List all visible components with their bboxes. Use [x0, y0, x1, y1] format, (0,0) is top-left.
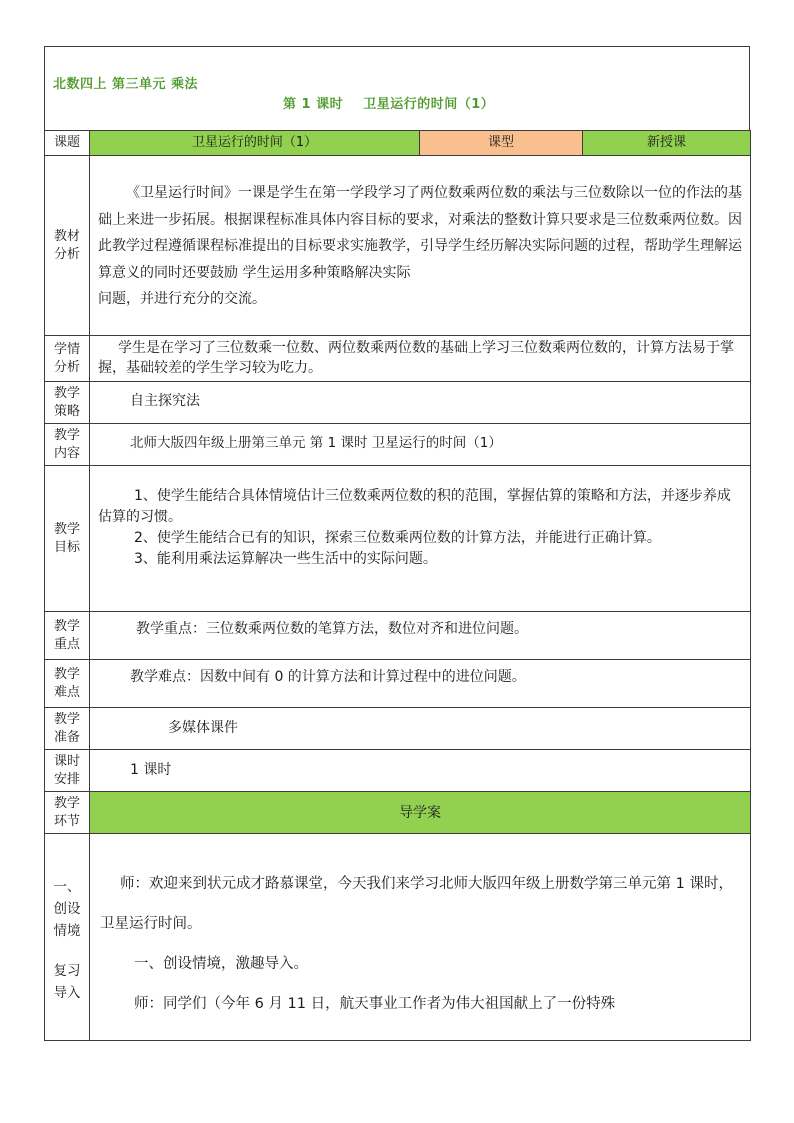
key-points-label: 教学 重点	[45, 612, 90, 660]
schedule-row	[45, 750, 751, 792]
goal-item: 1、使学生能结合具体情境估计三位数乘两位数的积的范围，掌握估算的策略和方法，并逐步养成估算的习惯。	[98, 488, 731, 525]
lesson-plan-table	[44, 130, 751, 1041]
materials-row	[45, 156, 751, 336]
difficulties-label: 教学 难点	[45, 660, 90, 708]
materials-label: 教材 分析	[45, 156, 90, 336]
materials-analysis	[90, 156, 751, 336]
stages-row	[45, 792, 751, 834]
preparation-label: 教学 准备	[45, 708, 90, 750]
schedule-label: 课时 安排	[45, 750, 90, 792]
lesson-plan-sheet	[44, 46, 750, 1042]
strategy-row	[45, 382, 751, 424]
lesson-stage-label	[45, 834, 90, 1041]
difficulties-row	[45, 660, 751, 708]
preparation-row	[45, 708, 751, 750]
goals-label: 教学 目标	[45, 466, 90, 612]
materials-text: 《卫星运行时间》一课是学生在第一学段学习了两位数乘两位数的乘法与三位数除以一位的作法的基础上来进一步拓展。根据课程标准具体内容目标的要求，对乘法的整数计算只要求是三位数乘两位数。因此教学过程遵循课程标准提出的目标要求实施教学，引导学生经历解决实际问题的过程，帮助学生理解运算意义的同时还要鼓励 学生运用多种策略解决实际	[98, 185, 742, 281]
key-points-row	[45, 612, 751, 660]
document-header	[44, 46, 750, 131]
content-row	[45, 424, 751, 466]
content-label: 教学 内容	[45, 424, 90, 466]
stages-label: 教学 环节	[45, 792, 90, 834]
lesson-paragraph: 师：欢迎来到状元成才路慕课堂，今天我们来学习北师大版四年级上册数学第三单元第 1 课时，卫星运行时间。	[100, 876, 733, 932]
teaching-content: 北师大版四年级上册第三单元 第 1 课时 卫星运行的时间（1）	[90, 424, 751, 466]
topic-value: 卫星运行的时间（1）	[90, 131, 420, 156]
difficult-points: 教学难点：因数中间有 0 的计算方法和计算过程中的进位问题。	[90, 660, 751, 708]
key-points: 教学重点：三位数乘两位数的笔算方法，数位对齐和进位问题。	[90, 612, 751, 660]
stage-title: 一、 创设 情境	[53, 879, 81, 939]
topic-label: 课题	[45, 131, 90, 156]
lesson-paragraph: 一、创设情境，激趣导入。	[134, 956, 308, 972]
goals-row	[45, 466, 751, 612]
materials-text-tail: 问题，并进行充分的交流。	[98, 291, 266, 307]
goal-item: 2、使学生能结合已有的知识，探索三位数乘两位数的计算方法，并能进行正确计算。	[134, 530, 661, 546]
teaching-preparation: 多媒体课件	[90, 708, 751, 750]
stage-subtitle: 复习 导入	[53, 963, 81, 1001]
learners-label: 学情 分析	[45, 336, 90, 382]
strategy-label: 教学 策略	[45, 382, 90, 424]
guided-learning-plan: 导学案	[90, 792, 751, 834]
learner-analysis: 学生是在学习了三位数乘一位数、两位数乘两位数的基础上学习三位数乘两位数的，计算方法易于掌握，基础较差的学生学习较为吃力。	[90, 336, 751, 382]
goal-item: 3、能利用乘法运算解决一些生活中的实际问题。	[134, 551, 437, 567]
lesson-row	[45, 834, 751, 1041]
lesson-body	[90, 834, 751, 1041]
unit-subtitle: 北数四上 第三单元 乘法	[53, 77, 199, 92]
lesson-type-value: 新授课	[583, 131, 751, 156]
teaching-goals	[90, 466, 751, 612]
lesson-paragraph: 师：同学们（今年 6 月 11 日，航天事业工作者为伟大祖国献上了一份特殊	[134, 996, 616, 1012]
lesson-type-label: 课型	[420, 131, 583, 156]
lesson-title: 第 1 课时 卫星运行的时间（1）	[283, 97, 495, 112]
teaching-strategy: 自主探究法	[90, 382, 751, 424]
topic-row	[45, 131, 751, 156]
lesson-schedule: 1 课时	[90, 750, 751, 792]
learners-row	[45, 336, 751, 382]
